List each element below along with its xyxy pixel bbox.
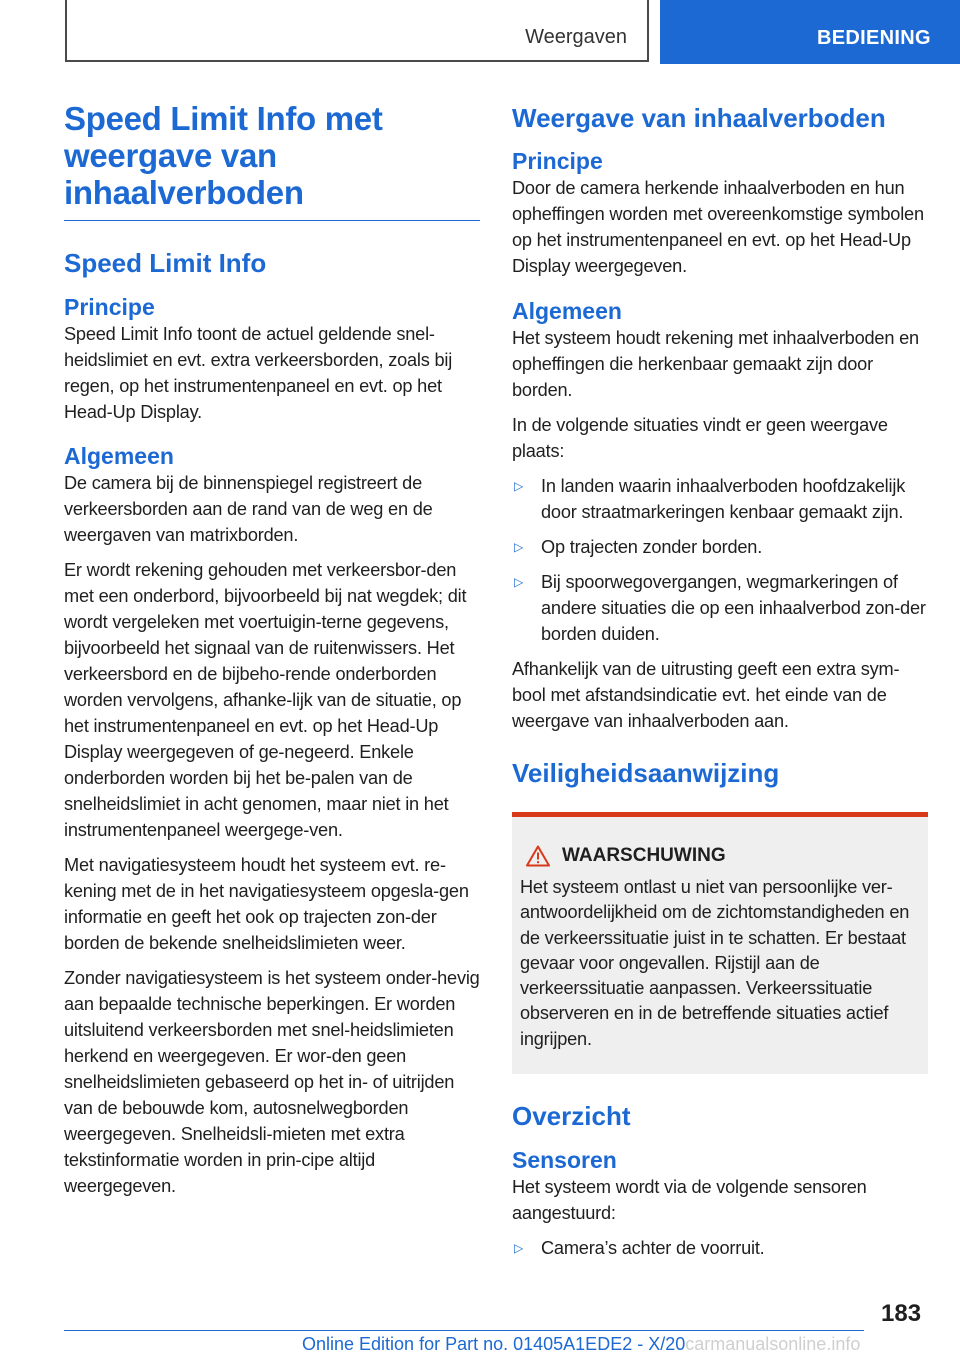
list-item <box>512 473 928 525</box>
list-item-text: Op trajecten zonder borden. <box>541 537 763 557</box>
page-title: Speed Limit Info met weergave van inhaalverboden <box>64 100 480 221</box>
list-item <box>512 534 928 560</box>
heading-sensoren: Sensoren <box>512 1147 617 1174</box>
triangle-right-icon: ▷ <box>514 540 524 554</box>
paragraph-algemeen-1: De camera bij de binnenspiegel registreert de verkeersborden aan de rand van de weg en de weergaven van matrixborden. <box>64 473 433 545</box>
right-column <box>512 100 928 1261</box>
page-header <box>0 0 960 66</box>
triangle-right-icon: ▷ <box>514 479 524 493</box>
heading-algemeen-right: Algemeen <box>512 298 622 324</box>
paragraph-algemeen-3: Met navigatiesysteem houdt het systeem evt. re-kening met de in het navigatiesysteem opgesla-gen informatie en geeft het ook op trajecten zon-der borden de bekende snelheidslimieten weer. <box>64 855 469 953</box>
footer-edition-text: Online Edition for Part no. 01405A1EDE2 - X/20 <box>302 1334 686 1354</box>
warning-text: Het systeem ontlast u niet van persoonlijke ver-antwoordelijkheid om de zichtomstandigheden en de verkeerssituatie juist in te schatten. Er bestaat gevaar voor ongevallen. Rijstijl aan de verkeerssituatie aanpassen. Verkeerssituatie observeren en in de betreffende situaties actief ingrijpen. <box>520 877 910 1049</box>
warning-header <box>520 843 920 869</box>
paragraph-sensoren: Het systeem wordt via de volgende sensoren aangestuurd: <box>512 1177 867 1224</box>
header-section-title: Weergaven <box>525 26 627 48</box>
triangle-right-icon: ▷ <box>514 1241 524 1256</box>
paragraph-algemeen-2: Er wordt rekening gehouden met verkeersbor-den met een onderbord, bijvoorbeeld bij nat wegdek; dit wordt vergeleken met voertuigin-terne gegevens, bijvoorbeeld het signaal van de ruitenwissers. Het verkeersbord en de bijbeho-rende onderborden worden vervolgens, afhanke-lijk van de situatie, op het instrumentenpaneel en evt. op het Head-Up Display weergegeven of ge-negeerd. Enkele onderborden worden bij het be-palen van de snelheidslimiet in acht genomen, maar niet in het instrumentenpaneel weergege-ven. <box>64 560 467 840</box>
heading-principe-right: Principe <box>512 148 603 174</box>
heading-inhaalverboden: Weergave van inhaalverboden <box>512 103 886 133</box>
paragraph-principe: Speed Limit Info toont de actuel geldende snel-heidslimiet en evt. extra verkeersborden, zoals bij regen, op het instrumentenpaneel en evt. op het Head-Up Display. <box>64 324 453 422</box>
footer-watermark: carmanualsonline.info <box>685 1334 861 1354</box>
heading-principe: Principe <box>64 294 155 320</box>
heading-veiligheid: Veiligheidsaanwijzing <box>512 758 780 788</box>
warning-triangle-icon <box>526 845 550 867</box>
triangle-right-icon: ▷ <box>514 575 524 589</box>
footer-divider <box>64 1330 864 1331</box>
heading-speed-limit-info: Speed Limit Info <box>64 248 267 278</box>
heading-overzicht: Overzicht <box>512 1101 631 1132</box>
warning-title: WAARSCHUWING <box>562 845 726 866</box>
header-section-box <box>65 0 649 62</box>
paragraph-algemeen-4: Zonder navigatiesysteem is het systeem onder-hevig aan bepaalde technische beperkingen. Er worden uitsluitend verkeersborden met snel-heidslimieten herkend en weergegeven. Er wor-den geen snelheidslimieten gebaseerd op het in- of uitrijden van de bebouwde kom, autosnelwegborden weergegeven. Snelheidsli-mieten met extra tekstinformatie worden in prin-cipe altijd weergegeven. <box>64 968 480 1196</box>
list-item-text: Camera’s achter de voorruit. <box>541 1238 765 1259</box>
paragraph-algemeen-right-2: In de volgende situaties vindt er geen weergave plaats: <box>512 415 888 461</box>
paragraph-principe-right: Door de camera herkende inhaalverboden en hun opheffingen worden met overeenkomstige symbolen op het instrumentenpaneel en evt. op het Head-Up Display weergegeven. <box>512 178 924 276</box>
paragraph-algemeen-right-3: Afhankelijk van de uitrusting geeft een extra sym-bool met afstandsindicatie evt. het einde van de weergave van inhaalverboden aan. <box>512 659 900 731</box>
list-item-text: In landen waarin inhaalverboden hoofdzakelijk door straatmarkeringen kenbaar gemaakt zijn. <box>541 476 906 522</box>
list-item <box>512 569 928 647</box>
heading-algemeen: Algemeen <box>64 443 174 469</box>
paragraph-algemeen-right-1: Het systeem houdt rekening met inhaalverboden en opheffingen die herkenbaar gemaakt zijn door borden. <box>512 328 919 400</box>
footer-edition <box>302 1334 860 1355</box>
page-number: 183 <box>881 1300 922 1327</box>
warning-box <box>512 812 928 1074</box>
list-item <box>512 1235 928 1261</box>
left-column <box>64 100 480 1199</box>
list-item-text: Bij spoorwegovergangen, wegmarkeringen of andere situaties die op een inhaalverbod zon-der borden duiden. <box>541 572 926 644</box>
header-chapter-tab: BEDIENING <box>660 0 960 64</box>
